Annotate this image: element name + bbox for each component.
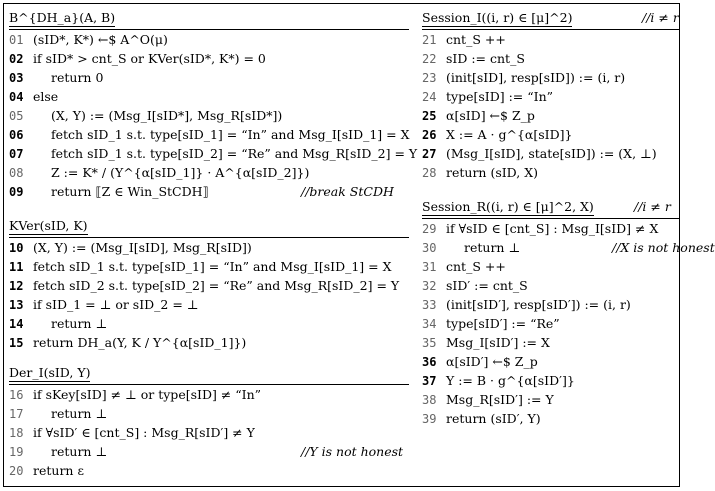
line-code: type[sID′] := “Re” [446, 316, 560, 331]
code-line [422, 352, 680, 371]
line-code: sID′ := cnt_S [446, 278, 528, 293]
code-line [9, 30, 409, 49]
procedure-header-title: KVer(sID, K) [9, 218, 88, 233]
line-code: Msg_R[sID′] := Y [446, 392, 554, 407]
line-number: 07 [9, 147, 24, 161]
line-comment: //break StCDH [301, 184, 394, 199]
code-line [9, 461, 409, 480]
line-code: α[sID] ←$ Z_p [446, 108, 535, 123]
line-code: return ⊥ [464, 240, 521, 255]
line-number: 16 [9, 388, 24, 402]
code-line [9, 257, 409, 276]
figure-frame [3, 3, 715, 487]
line-number: 04 [9, 90, 24, 104]
code-line [422, 87, 680, 106]
code-line [9, 442, 409, 461]
line-code: fetch sID_1 s.t. type[sID_1] = “In” and Msg_I[sID_1] = X [51, 127, 410, 142]
line-code: Msg_I[sID′] := X [446, 335, 550, 350]
code-line [9, 87, 409, 106]
procedure-header [422, 8, 679, 28]
line-code: (X, Y) := (Msg_I[sID], Msg_R[sID]) [33, 240, 252, 255]
line-comment: //Y is not honest [301, 444, 404, 459]
line-code: return 0 [51, 70, 104, 85]
line-code: if sID* > cnt_S or KVer(sID*, K*) = 0 [33, 51, 266, 66]
line-code: Z := K* / (Y^{α[sID_1]} · A^{α[sID_2]}) [51, 165, 310, 180]
code-line [9, 182, 409, 201]
line-number: 33 [422, 298, 437, 312]
code-line [422, 333, 680, 352]
line-code: if sID_1 = ⊥ or sID_2 = ⊥ [33, 297, 199, 312]
line-code: return DH_a(Y, K / Y^{α[sID_1]}) [33, 335, 247, 350]
code-line [9, 333, 409, 352]
code-line [422, 49, 680, 68]
code-line [9, 125, 409, 144]
line-number: 03 [9, 71, 24, 85]
line-code: fetch sID_1 s.t. type[sID_1] = “In” and Msg_I[sID_1] = X [33, 259, 392, 274]
code-line [9, 68, 409, 87]
line-number: 28 [422, 166, 437, 180]
line-code: sID := cnt_S [446, 51, 525, 66]
line-code: type[sID] := “In” [446, 89, 554, 104]
line-number: 09 [9, 185, 24, 199]
line-number: 21 [422, 33, 437, 47]
line-number: 32 [422, 279, 437, 293]
code-line [9, 106, 409, 125]
line-code: if ∀sID′ ∈ [cnt_S] : Msg_R[sID′] ≠ Y [33, 425, 255, 440]
line-code: cnt_S ++ [446, 259, 506, 274]
line-code: fetch sID_2 s.t. type[sID_2] = “Re” and Msg_R[sID_2] = Y [33, 278, 400, 293]
line-number: 29 [422, 222, 437, 236]
line-code: (X, Y) := (Msg_I[sID*], Msg_R[sID*]) [51, 108, 283, 123]
line-code: fetch sID_1 s.t. type[sID_2] = “Re” and Msg_R[sID_2] = Y [51, 146, 418, 161]
code-line [9, 423, 409, 442]
code-line [9, 385, 409, 404]
code-line [422, 390, 680, 409]
code-line [9, 238, 409, 257]
code-line [9, 163, 409, 182]
line-number: 19 [9, 445, 24, 459]
line-code: return ⟦Z ∈ Win_StCDH⟧ [51, 184, 209, 199]
line-code: (sID*, K*) ←$ A^O(μ) [33, 32, 168, 47]
code-line [422, 371, 680, 390]
procedure-header-title: Der_I(sID, Y) [9, 365, 91, 380]
code-line [422, 409, 680, 428]
procedure-header-title: Session_I((i, r) ∈ [μ]^2) [422, 10, 573, 25]
line-number: 14 [9, 317, 24, 331]
line-number: 11 [9, 260, 24, 274]
line-number: 37 [422, 374, 437, 388]
line-comment: //X is not honest [612, 240, 715, 255]
line-code: return (sID′, Y) [446, 411, 541, 426]
code-line [422, 125, 680, 144]
line-code: if ∀sID ∈ [cnt_S] : Msg_I[sID] ≠ X [446, 221, 659, 236]
line-code: return ⊥ [51, 444, 108, 459]
code-line [422, 219, 680, 238]
line-number: 13 [9, 298, 24, 312]
procedure-header-title: Session_R((i, r) ∈ [μ]^2, X) [422, 199, 594, 214]
code-line [422, 295, 680, 314]
code-line [422, 163, 680, 182]
line-number: 31 [422, 260, 437, 274]
code-line [9, 49, 409, 68]
line-number: 26 [422, 128, 437, 142]
line-number: 05 [9, 109, 24, 123]
procedure-header [9, 363, 90, 383]
line-number: 08 [9, 166, 24, 180]
line-number: 39 [422, 412, 437, 426]
line-number: 15 [9, 336, 24, 350]
line-code: Y := B · g^{α[sID′]} [446, 373, 575, 388]
line-number: 17 [9, 407, 24, 421]
code-line [422, 106, 680, 125]
line-number: 02 [9, 52, 24, 66]
procedure-header-title: B^{DH_a}(A, B) [9, 10, 116, 25]
line-code: X := A · g^{α[sID]} [446, 127, 573, 142]
line-number: 25 [422, 109, 437, 123]
line-number: 20 [9, 464, 24, 478]
line-code: if sKey[sID] ≠ ⊥ or type[sID] ≠ “In” [33, 387, 262, 402]
code-line [422, 257, 680, 276]
line-number: 34 [422, 317, 437, 331]
line-number: 24 [422, 90, 437, 104]
code-line [422, 314, 680, 333]
code-line [422, 276, 680, 295]
line-code: α[sID′] ←$ Z_p [446, 354, 538, 369]
line-code: (Msg_I[sID], state[sID]) := (X, ⊥) [446, 146, 657, 161]
line-number: 18 [9, 426, 24, 440]
line-number: 06 [9, 128, 24, 142]
line-number: 38 [422, 393, 437, 407]
line-number: 36 [422, 355, 437, 369]
line-code: cnt_S ++ [446, 32, 506, 47]
code-line [422, 68, 680, 87]
line-number: 12 [9, 279, 24, 293]
code-line [422, 30, 680, 49]
line-number: 35 [422, 336, 437, 350]
procedure-header [422, 197, 671, 217]
code-line [9, 314, 409, 333]
line-code: (init[sID], resp[sID]) := (i, r) [446, 70, 626, 85]
line-code: (init[sID′], resp[sID′]) := (i, r) [446, 297, 631, 312]
code-line [9, 295, 409, 314]
line-code: return ⊥ [51, 316, 108, 331]
code-line [9, 276, 409, 295]
procedure-header-comment: //i ≠ r [642, 10, 679, 25]
procedure-header [9, 8, 115, 28]
line-number: 23 [422, 71, 437, 85]
line-code: return ⊥ [51, 406, 108, 421]
procedure-header [9, 216, 88, 236]
procedure-header-comment: //i ≠ r [634, 199, 671, 214]
line-number: 27 [422, 147, 437, 161]
code-line [422, 238, 715, 257]
line-code: return (sID, X) [446, 165, 538, 180]
line-number: 01 [9, 33, 24, 47]
code-line [9, 404, 409, 423]
line-number: 10 [9, 241, 24, 255]
line-code: return ε [33, 463, 84, 478]
line-number: 22 [422, 52, 437, 66]
line-number: 30 [422, 241, 437, 255]
code-line [9, 144, 418, 163]
code-line [422, 144, 680, 163]
line-code: else [33, 89, 59, 104]
